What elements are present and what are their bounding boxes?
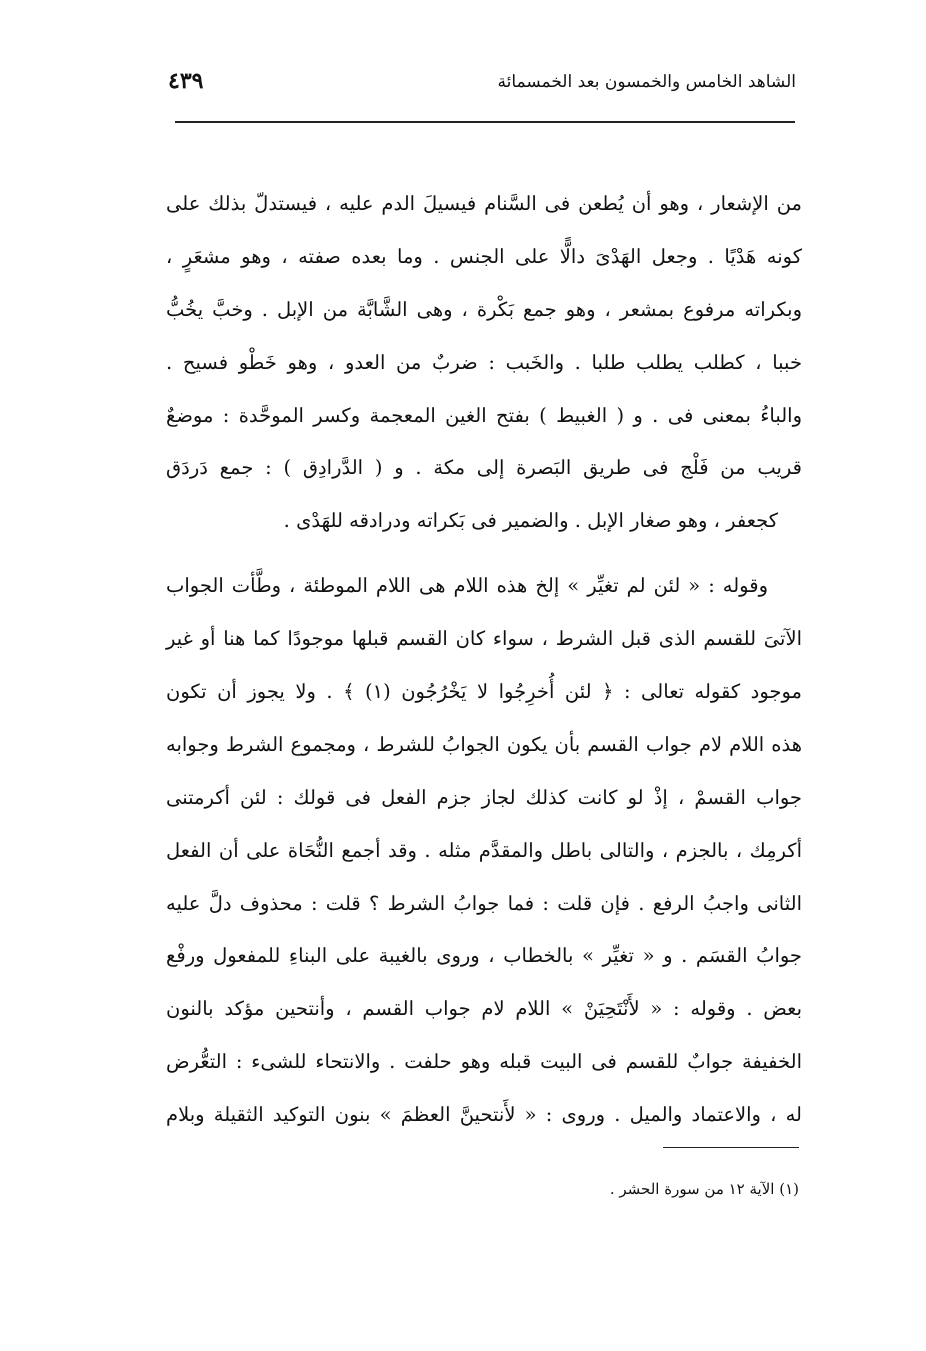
text-line: بعض . وقوله : « لأَنْتَحِيَنْ » اللام لام جواب القسم ، وأنتحين مؤكد بالنون: [166, 997, 802, 1021]
footnote-rule: [663, 1147, 799, 1148]
text-line: من الإشعار ، وهو أن يُطعن فى السَّنام فيسيلَ الدم عليه ، فيستدلّ بذلك على: [166, 192, 802, 215]
text-line: أكرمِك ، بالجزم ، والتالى باطل والمقدَّم مثله . وقد أجمع النُّحَاة على أن الفعل: [166, 838, 802, 862]
text-line: هذه اللام لام جواب القسم بأن يكون الجوابُ للشرط ، ومجموع الشرط وجوابه: [166, 732, 802, 756]
text-line: خببا ، كطلب يطلب طلبا . والخَبب : ضربٌ من العدو ، وهو خَطْو فسيح .: [166, 350, 802, 374]
footnote: (١) الآية ١٢ من سورة الحشر .: [609, 1180, 799, 1198]
page-number: ٤٣٩: [168, 68, 204, 94]
text-line: جواب القسمْ ، إذْ لو كانت كذلك لجاز جزم الفعل فى قولك : لئن أكرمتنى: [166, 785, 802, 809]
text-line: الخفيفة جوابٌ للقسم فى البيت قبله وهو حلفت . والانتحاء للشىء : التعُّرض: [166, 1050, 802, 1074]
paragraph-gap: [166, 548, 802, 560]
text-line: موجود كقوله تعالى : ﴿ لئن أُخرِجُوا لا يَخْرُجُون (١) ﴾ . ولا يجوز أن تكون: [166, 680, 802, 704]
text-line: قريب من فَلْج فى طريق البَصرة إلى مكة . و ( الدَّرادِق ) : جمع دَردَق: [166, 456, 802, 480]
header-rule: [175, 121, 795, 123]
text-line: الثانى واجبُ الرفع . فإن قلت : فما جوابُ الشرط ؟ قلت : محذوف دلَّ عليه: [166, 891, 802, 915]
text-line: وبكراته مرفوع بمشعر ، وهو جمع بَكْرة ، وهى الشَّابَّة من الإبل . وخبَّ يخُبُّ: [166, 297, 802, 321]
text-line: وقوله : « لئن لم تغيِّر » إلخ هذه اللام هى اللام الموطئة ، وطَّأت الجواب: [166, 574, 768, 598]
running-title: الشاهد الخامس والخمسون بعد الخمسمائة: [497, 72, 796, 92]
text-line: له ، والاعتماد والميل . وروى : « لأَنتحينَّ العظمَ » بنون التوكيد الثقيلة وبلام: [166, 1103, 802, 1127]
text-line: كجعفر ، وهو صغار الإبل . والضمير فى بَكراته ودرادقه للهَدْى .: [283, 509, 778, 533]
running-head: [168, 68, 796, 102]
text-line: كونه هَدْيًا . وجعل الهَدْىَ دالًّا على الجنس . وما بعده صفته ، وهو مشعَرٍ ،: [166, 244, 802, 268]
text-line: والباءُ بمعنى فى . و ( الغبيط ) بفتح الغين المعجمة وكسر الموحَّدة : موضعٌ: [166, 403, 802, 427]
body-text: [166, 178, 802, 1142]
text-line: الآتىَ للقسم الذى قبل الشرط ، سواء كان القسم قبلها موجودًا كما هنا أو غير: [166, 627, 802, 651]
text-line: جوابُ القسَم . و « تغيِّر » بالخطاب ، وروى بالغيبة على البناءِ للمفعول ورفْع: [166, 944, 802, 968]
